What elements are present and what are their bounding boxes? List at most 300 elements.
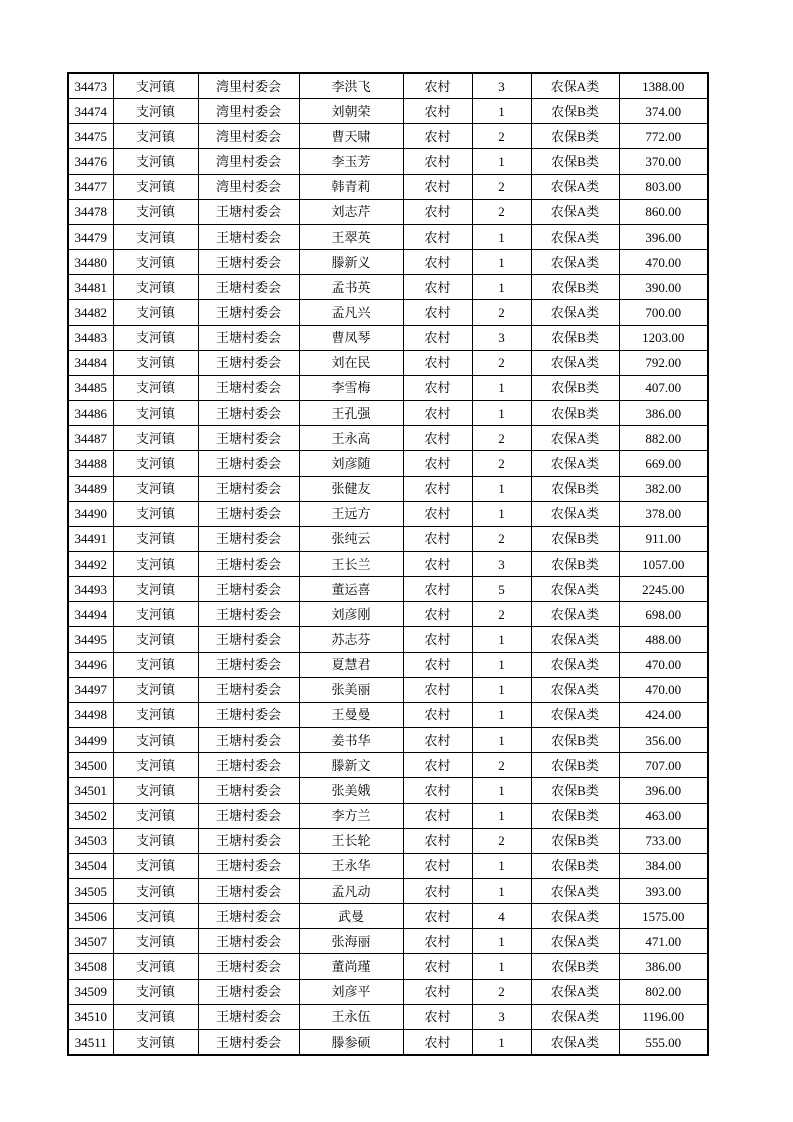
insurance-category-cell: 农保A类 (531, 602, 619, 627)
amount-cell: 2245.00 (619, 577, 708, 602)
household-type-cell: 农村 (403, 627, 472, 652)
amount-cell: 802.00 (619, 979, 708, 1004)
town-cell: 支河镇 (113, 954, 198, 979)
town-cell: 支河镇 (113, 753, 198, 778)
table-row (68, 73, 708, 99)
person-count-cell: 1 (472, 149, 531, 174)
record-id-cell: 34480 (68, 250, 113, 275)
town-cell: 支河镇 (113, 451, 198, 476)
payment-table (67, 72, 709, 1056)
town-cell: 支河镇 (113, 124, 198, 149)
village-committee-cell: 王塘村委会 (198, 199, 299, 224)
person-name-cell: 张美丽 (299, 677, 403, 702)
insurance-category-cell: 农保B类 (531, 828, 619, 853)
town-cell: 支河镇 (113, 1004, 198, 1029)
table-row (68, 879, 708, 904)
household-type-cell: 农村 (403, 300, 472, 325)
insurance-category-cell: 农保B类 (531, 401, 619, 426)
insurance-category-cell: 农保A类 (531, 1029, 619, 1055)
person-name-cell: 王孔强 (299, 401, 403, 426)
person-name-cell: 刘志芹 (299, 199, 403, 224)
insurance-category-cell: 农保B类 (531, 954, 619, 979)
person-name-cell: 李雪梅 (299, 375, 403, 400)
table-row (68, 325, 708, 350)
insurance-category-cell: 农保A类 (531, 250, 619, 275)
household-type-cell: 农村 (403, 325, 472, 350)
village-committee-cell: 王塘村委会 (198, 803, 299, 828)
village-committee-cell: 王塘村委会 (198, 224, 299, 249)
town-cell: 支河镇 (113, 426, 198, 451)
person-name-cell: 刘朝荣 (299, 99, 403, 124)
household-type-cell: 农村 (403, 853, 472, 878)
table-row (68, 1004, 708, 1029)
household-type-cell: 农村 (403, 677, 472, 702)
record-id-cell: 34479 (68, 224, 113, 249)
village-committee-cell: 王塘村委会 (198, 501, 299, 526)
insurance-category-cell: 农保B类 (531, 325, 619, 350)
town-cell: 支河镇 (113, 602, 198, 627)
record-id-cell: 34478 (68, 199, 113, 224)
person-count-cell: 1 (472, 99, 531, 124)
table-row (68, 149, 708, 174)
insurance-category-cell: 农保B类 (531, 778, 619, 803)
person-name-cell: 孟凡兴 (299, 300, 403, 325)
amount-cell: 384.00 (619, 853, 708, 878)
village-committee-cell: 王塘村委会 (198, 828, 299, 853)
village-committee-cell: 湾里村委会 (198, 73, 299, 99)
insurance-category-cell: 农保A类 (531, 929, 619, 954)
household-type-cell: 农村 (403, 375, 472, 400)
insurance-category-cell: 农保A类 (531, 451, 619, 476)
insurance-category-cell: 农保B类 (531, 728, 619, 753)
amount-cell: 356.00 (619, 728, 708, 753)
person-name-cell: 王永华 (299, 853, 403, 878)
town-cell: 支河镇 (113, 300, 198, 325)
amount-cell: 386.00 (619, 401, 708, 426)
insurance-category-cell: 农保B类 (531, 753, 619, 778)
person-name-cell: 张海丽 (299, 929, 403, 954)
amount-cell: 1196.00 (619, 1004, 708, 1029)
household-type-cell: 农村 (403, 828, 472, 853)
record-id-cell: 34484 (68, 350, 113, 375)
record-id-cell: 34474 (68, 99, 113, 124)
town-cell: 支河镇 (113, 224, 198, 249)
table-row (68, 451, 708, 476)
town-cell: 支河镇 (113, 325, 198, 350)
insurance-category-cell: 农保A类 (531, 1004, 619, 1029)
insurance-category-cell: 农保B类 (531, 149, 619, 174)
town-cell: 支河镇 (113, 401, 198, 426)
table-row (68, 954, 708, 979)
table-row (68, 677, 708, 702)
amount-cell: 390.00 (619, 275, 708, 300)
amount-cell: 1203.00 (619, 325, 708, 350)
person-count-cell: 1 (472, 250, 531, 275)
village-committee-cell: 王塘村委会 (198, 401, 299, 426)
record-id-cell: 34494 (68, 602, 113, 627)
person-name-cell: 张健友 (299, 476, 403, 501)
village-committee-cell: 王塘村委会 (198, 904, 299, 929)
table-row (68, 501, 708, 526)
insurance-category-cell: 农保A类 (531, 426, 619, 451)
amount-cell: 803.00 (619, 174, 708, 199)
household-type-cell: 农村 (403, 904, 472, 929)
table-row (68, 350, 708, 375)
village-committee-cell: 王塘村委会 (198, 476, 299, 501)
person-count-cell: 1 (472, 702, 531, 727)
person-name-cell: 王永伍 (299, 1004, 403, 1029)
table-row (68, 99, 708, 124)
insurance-category-cell: 农保A类 (531, 627, 619, 652)
amount-cell: 470.00 (619, 677, 708, 702)
table-row (68, 526, 708, 551)
town-cell: 支河镇 (113, 99, 198, 124)
person-count-cell: 1 (472, 778, 531, 803)
record-id-cell: 34499 (68, 728, 113, 753)
record-id-cell: 34488 (68, 451, 113, 476)
household-type-cell: 农村 (403, 451, 472, 476)
town-cell: 支河镇 (113, 853, 198, 878)
household-type-cell: 农村 (403, 551, 472, 576)
record-id-cell: 34493 (68, 577, 113, 602)
record-id-cell: 34506 (68, 904, 113, 929)
table-row (68, 551, 708, 576)
insurance-category-cell: 农保A类 (531, 677, 619, 702)
table-row (68, 426, 708, 451)
person-name-cell: 王曼曼 (299, 702, 403, 727)
insurance-category-cell: 农保A类 (531, 73, 619, 99)
household-type-cell: 农村 (403, 979, 472, 1004)
person-name-cell: 刘彦平 (299, 979, 403, 1004)
table-row (68, 476, 708, 501)
insurance-category-cell: 农保B类 (531, 99, 619, 124)
insurance-category-cell: 农保A类 (531, 979, 619, 1004)
person-name-cell: 孟书英 (299, 275, 403, 300)
record-id-cell: 34507 (68, 929, 113, 954)
person-count-cell: 2 (472, 300, 531, 325)
record-id-cell: 34500 (68, 753, 113, 778)
village-committee-cell: 王塘村委会 (198, 350, 299, 375)
amount-cell: 860.00 (619, 199, 708, 224)
village-committee-cell: 王塘村委会 (198, 426, 299, 451)
household-type-cell: 农村 (403, 174, 472, 199)
household-type-cell: 农村 (403, 401, 472, 426)
amount-cell: 698.00 (619, 602, 708, 627)
person-name-cell: 李方兰 (299, 803, 403, 828)
village-committee-cell: 王塘村委会 (198, 250, 299, 275)
record-id-cell: 34476 (68, 149, 113, 174)
table-row (68, 702, 708, 727)
insurance-category-cell: 农保B类 (531, 853, 619, 878)
town-cell: 支河镇 (113, 275, 198, 300)
amount-cell: 882.00 (619, 426, 708, 451)
village-committee-cell: 湾里村委会 (198, 124, 299, 149)
village-committee-cell: 王塘村委会 (198, 451, 299, 476)
table-row (68, 401, 708, 426)
record-id-cell: 34511 (68, 1029, 113, 1055)
amount-cell: 393.00 (619, 879, 708, 904)
insurance-category-cell: 农保B类 (531, 526, 619, 551)
record-id-cell: 34504 (68, 853, 113, 878)
table-row (68, 174, 708, 199)
insurance-category-cell: 农保B类 (531, 124, 619, 149)
household-type-cell: 农村 (403, 1029, 472, 1055)
household-type-cell: 农村 (403, 250, 472, 275)
village-committee-cell: 湾里村委会 (198, 174, 299, 199)
record-id-cell: 34481 (68, 275, 113, 300)
village-committee-cell: 王塘村委会 (198, 702, 299, 727)
record-id-cell: 34482 (68, 300, 113, 325)
table-row (68, 828, 708, 853)
town-cell: 支河镇 (113, 1029, 198, 1055)
insurance-category-cell: 农保A类 (531, 879, 619, 904)
village-committee-cell: 王塘村委会 (198, 677, 299, 702)
village-committee-cell: 王塘村委会 (198, 325, 299, 350)
village-committee-cell: 王塘村委会 (198, 954, 299, 979)
record-id-cell: 34473 (68, 73, 113, 99)
person-name-cell: 刘彦随 (299, 451, 403, 476)
household-type-cell: 农村 (403, 954, 472, 979)
town-cell: 支河镇 (113, 979, 198, 1004)
village-committee-cell: 王塘村委会 (198, 526, 299, 551)
household-type-cell: 农村 (403, 753, 472, 778)
person-count-cell: 1 (472, 401, 531, 426)
village-committee-cell: 王塘村委会 (198, 375, 299, 400)
household-type-cell: 农村 (403, 501, 472, 526)
village-committee-cell: 王塘村委会 (198, 652, 299, 677)
amount-cell: 374.00 (619, 99, 708, 124)
table-row (68, 1029, 708, 1055)
person-name-cell: 苏志芬 (299, 627, 403, 652)
village-committee-cell: 王塘村委会 (198, 929, 299, 954)
insurance-category-cell: 农保A类 (531, 199, 619, 224)
person-name-cell: 刘在民 (299, 350, 403, 375)
person-count-cell: 4 (472, 904, 531, 929)
person-name-cell: 李洪飞 (299, 73, 403, 99)
town-cell: 支河镇 (113, 577, 198, 602)
record-id-cell: 34508 (68, 954, 113, 979)
person-count-cell: 1 (472, 224, 531, 249)
household-type-cell: 农村 (403, 702, 472, 727)
person-name-cell: 董尚瑾 (299, 954, 403, 979)
record-id-cell: 34487 (68, 426, 113, 451)
table-row (68, 778, 708, 803)
record-id-cell: 34510 (68, 1004, 113, 1029)
village-committee-cell: 王塘村委会 (198, 728, 299, 753)
town-cell: 支河镇 (113, 627, 198, 652)
amount-cell: 396.00 (619, 224, 708, 249)
household-type-cell: 农村 (403, 728, 472, 753)
record-id-cell: 34490 (68, 501, 113, 526)
insurance-category-cell: 农保A类 (531, 501, 619, 526)
table-row (68, 728, 708, 753)
household-type-cell: 农村 (403, 778, 472, 803)
insurance-category-cell: 农保B类 (531, 476, 619, 501)
person-name-cell: 王远方 (299, 501, 403, 526)
town-cell: 支河镇 (113, 199, 198, 224)
village-committee-cell: 王塘村委会 (198, 275, 299, 300)
household-type-cell: 农村 (403, 224, 472, 249)
person-count-cell: 2 (472, 426, 531, 451)
table-row (68, 300, 708, 325)
record-id-cell: 34502 (68, 803, 113, 828)
record-id-cell: 34477 (68, 174, 113, 199)
record-id-cell: 34491 (68, 526, 113, 551)
amount-cell: 488.00 (619, 627, 708, 652)
household-type-cell: 农村 (403, 803, 472, 828)
table-row (68, 929, 708, 954)
table-row (68, 124, 708, 149)
person-count-cell: 1 (472, 853, 531, 878)
amount-cell: 424.00 (619, 702, 708, 727)
amount-cell: 733.00 (619, 828, 708, 853)
insurance-category-cell: 农保A类 (531, 702, 619, 727)
table-row (68, 753, 708, 778)
amount-cell: 463.00 (619, 803, 708, 828)
table-row (68, 375, 708, 400)
amount-cell: 378.00 (619, 501, 708, 526)
amount-cell: 396.00 (619, 778, 708, 803)
town-cell: 支河镇 (113, 350, 198, 375)
amount-cell: 707.00 (619, 753, 708, 778)
person-count-cell: 1 (472, 879, 531, 904)
household-type-cell: 农村 (403, 426, 472, 451)
person-count-cell: 1 (472, 476, 531, 501)
amount-cell: 386.00 (619, 954, 708, 979)
person-name-cell: 王长轮 (299, 828, 403, 853)
record-id-cell: 34505 (68, 879, 113, 904)
person-name-cell: 张纯云 (299, 526, 403, 551)
amount-cell: 772.00 (619, 124, 708, 149)
village-committee-cell: 王塘村委会 (198, 602, 299, 627)
insurance-category-cell: 农保A类 (531, 904, 619, 929)
amount-cell: 700.00 (619, 300, 708, 325)
insurance-category-cell: 农保A类 (531, 300, 619, 325)
person-count-cell: 1 (472, 1029, 531, 1055)
town-cell: 支河镇 (113, 879, 198, 904)
person-count-cell: 2 (472, 451, 531, 476)
amount-cell: 370.00 (619, 149, 708, 174)
household-type-cell: 农村 (403, 99, 472, 124)
town-cell: 支河镇 (113, 929, 198, 954)
household-type-cell: 农村 (403, 199, 472, 224)
record-id-cell: 34485 (68, 375, 113, 400)
person-name-cell: 刘彦刚 (299, 602, 403, 627)
person-count-cell: 1 (472, 375, 531, 400)
person-count-cell: 1 (472, 501, 531, 526)
table-row (68, 275, 708, 300)
amount-cell: 382.00 (619, 476, 708, 501)
amount-cell: 911.00 (619, 526, 708, 551)
household-type-cell: 农村 (403, 149, 472, 174)
record-id-cell: 34483 (68, 325, 113, 350)
table-row (68, 853, 708, 878)
person-name-cell: 曹天啸 (299, 124, 403, 149)
person-name-cell: 李玉芳 (299, 149, 403, 174)
record-id-cell: 34498 (68, 702, 113, 727)
town-cell: 支河镇 (113, 728, 198, 753)
person-count-cell: 3 (472, 73, 531, 99)
person-count-cell: 3 (472, 1004, 531, 1029)
person-name-cell: 王长兰 (299, 551, 403, 576)
town-cell: 支河镇 (113, 149, 198, 174)
person-count-cell: 1 (472, 627, 531, 652)
town-cell: 支河镇 (113, 501, 198, 526)
town-cell: 支河镇 (113, 551, 198, 576)
table-row (68, 904, 708, 929)
village-committee-cell: 王塘村委会 (198, 300, 299, 325)
household-type-cell: 农村 (403, 577, 472, 602)
person-count-cell: 2 (472, 199, 531, 224)
person-count-cell: 2 (472, 753, 531, 778)
insurance-category-cell: 农保A类 (531, 224, 619, 249)
village-committee-cell: 湾里村委会 (198, 99, 299, 124)
town-cell: 支河镇 (113, 677, 198, 702)
town-cell: 支河镇 (113, 250, 198, 275)
village-committee-cell: 王塘村委会 (198, 778, 299, 803)
person-name-cell: 曹凤琴 (299, 325, 403, 350)
table-row (68, 979, 708, 1004)
village-committee-cell: 王塘村委会 (198, 1029, 299, 1055)
household-type-cell: 农村 (403, 476, 472, 501)
person-count-cell: 5 (472, 577, 531, 602)
amount-cell: 407.00 (619, 375, 708, 400)
town-cell: 支河镇 (113, 174, 198, 199)
insurance-category-cell: 农保A类 (531, 350, 619, 375)
record-id-cell: 34496 (68, 652, 113, 677)
table-row (68, 803, 708, 828)
amount-cell: 792.00 (619, 350, 708, 375)
person-name-cell: 王永高 (299, 426, 403, 451)
insurance-category-cell: 农保B类 (531, 275, 619, 300)
town-cell: 支河镇 (113, 652, 198, 677)
person-name-cell: 张美娥 (299, 778, 403, 803)
person-name-cell: 王翠英 (299, 224, 403, 249)
town-cell: 支河镇 (113, 803, 198, 828)
amount-cell: 471.00 (619, 929, 708, 954)
amount-cell: 1575.00 (619, 904, 708, 929)
table-row (68, 602, 708, 627)
household-type-cell: 农村 (403, 602, 472, 627)
table-row (68, 224, 708, 249)
amount-cell: 555.00 (619, 1029, 708, 1055)
person-count-cell: 2 (472, 124, 531, 149)
amount-cell: 669.00 (619, 451, 708, 476)
record-id-cell: 34501 (68, 778, 113, 803)
insurance-category-cell: 农保A类 (531, 652, 619, 677)
table-row (68, 652, 708, 677)
person-count-cell: 1 (472, 728, 531, 753)
town-cell: 支河镇 (113, 375, 198, 400)
person-count-cell: 1 (472, 803, 531, 828)
insurance-category-cell: 农保B类 (531, 803, 619, 828)
town-cell: 支河镇 (113, 476, 198, 501)
household-type-cell: 农村 (403, 124, 472, 149)
insurance-category-cell: 农保B类 (531, 551, 619, 576)
record-id-cell: 34497 (68, 677, 113, 702)
record-id-cell: 34489 (68, 476, 113, 501)
household-type-cell: 农村 (403, 350, 472, 375)
record-id-cell: 34486 (68, 401, 113, 426)
table-row (68, 627, 708, 652)
person-count-cell: 1 (472, 275, 531, 300)
person-name-cell: 武曼 (299, 904, 403, 929)
person-name-cell: 姜书华 (299, 728, 403, 753)
town-cell: 支河镇 (113, 702, 198, 727)
village-committee-cell: 王塘村委会 (198, 879, 299, 904)
village-committee-cell: 王塘村委会 (198, 753, 299, 778)
town-cell: 支河镇 (113, 828, 198, 853)
